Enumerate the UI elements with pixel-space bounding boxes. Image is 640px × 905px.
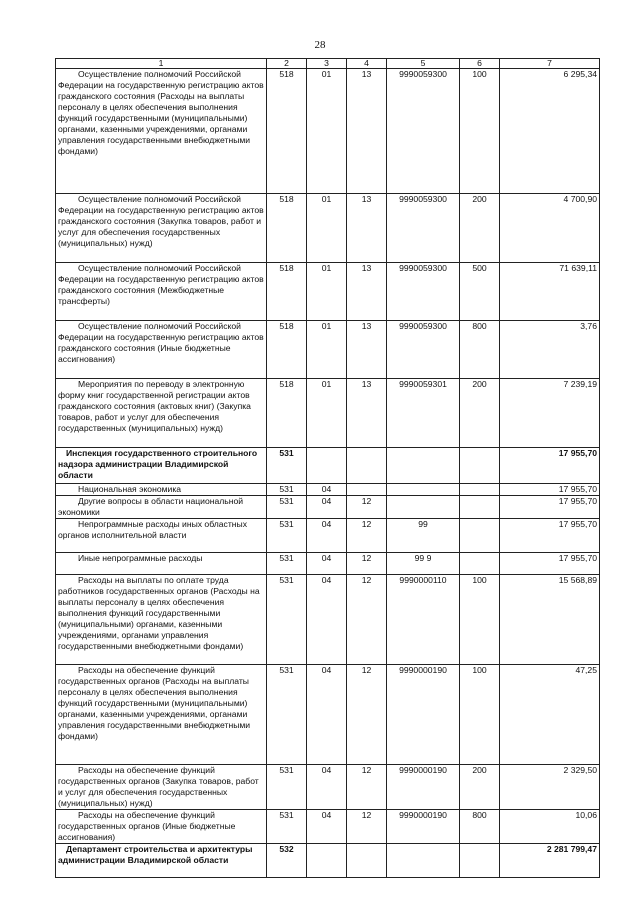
target-article-code: 9990000190 <box>387 665 460 765</box>
department-code: 531 <box>267 484 307 496</box>
target-article-code: 9990059301 <box>387 379 460 448</box>
section-code: 04 <box>307 496 347 519</box>
target-article-code: 9990059300 <box>387 263 460 321</box>
amount: 71 639,11 <box>500 263 600 321</box>
budget-item-name: Расходы на обеспечение функций государственных органов (Расходы на выплаты персоналу в целях обеспечения выполнения функций государственными (муниципальными) органами, казенными учреждениями, органами управления государственными внебюджетными фондами) <box>56 665 267 765</box>
amount: 4 700,90 <box>500 194 600 263</box>
budget-item-name: Расходы на выплаты по оплате труда работников государственных органов (Расходы на выплаты персоналу в целях обеспечения выполнения функций государственными (муниципальными) органами, казенными учреждениями, органами управления государственными внебюджетными фондами) <box>56 575 267 665</box>
expense-type-code: 800 <box>460 810 500 844</box>
column-number: 6 <box>460 59 500 69</box>
department-code: 531 <box>267 553 307 575</box>
department-code: 531 <box>267 496 307 519</box>
subsection-code: 13 <box>347 194 387 263</box>
table-row <box>56 379 600 448</box>
budget-item-name: Инспекция государственного строительного надзора администрации Владимирской области <box>56 448 267 484</box>
department-code: 531 <box>267 448 307 484</box>
section-code: 01 <box>307 194 347 263</box>
expense-type-code: 200 <box>460 765 500 810</box>
budget-item-name: Другие вопросы в области национальной экономики <box>56 496 267 519</box>
budget-item-name: Осуществление полномочий Российской Федерации на государственную регистрацию актов гражданского состояния (Межбюджетные трансферты) <box>56 263 267 321</box>
section-code: 01 <box>307 69 347 194</box>
amount: 2 329,50 <box>500 765 600 810</box>
expense-type-code: 100 <box>460 69 500 194</box>
expense-type-code <box>460 448 500 484</box>
target-article-code <box>387 484 460 496</box>
target-article-code: 99 9 <box>387 553 460 575</box>
target-article-code: 9990000190 <box>387 765 460 810</box>
subsection-code: 12 <box>347 665 387 765</box>
subsection-code: 12 <box>347 496 387 519</box>
table-row <box>56 194 600 263</box>
budget-item-name: Непрограммные расходы иных областных органов исполнительной власти <box>56 519 267 553</box>
amount: 17 955,70 <box>500 496 600 519</box>
section-code <box>307 844 347 878</box>
column-number: 2 <box>267 59 307 69</box>
section-code: 01 <box>307 263 347 321</box>
target-article-code: 99 <box>387 519 460 553</box>
department-code: 531 <box>267 810 307 844</box>
column-number: 7 <box>500 59 600 69</box>
amount: 17 955,70 <box>500 484 600 496</box>
table-row <box>56 519 600 553</box>
target-article-code: 9990059300 <box>387 194 460 263</box>
target-article-code: 9990000190 <box>387 810 460 844</box>
subsection-code <box>347 484 387 496</box>
amount: 47,25 <box>500 665 600 765</box>
subsection-code: 13 <box>347 263 387 321</box>
target-article-code <box>387 448 460 484</box>
amount: 17 955,70 <box>500 553 600 575</box>
expense-type-code <box>460 519 500 553</box>
expense-type-code <box>460 484 500 496</box>
table-row <box>56 553 600 575</box>
amount: 6 295,34 <box>500 69 600 194</box>
section-code: 04 <box>307 484 347 496</box>
expense-type-code: 100 <box>460 575 500 665</box>
target-article-code: 9990000110 <box>387 575 460 665</box>
department-code: 518 <box>267 321 307 379</box>
department-code: 532 <box>267 844 307 878</box>
section-code: 04 <box>307 575 347 665</box>
subsection-code: 12 <box>347 575 387 665</box>
table-row <box>56 496 600 519</box>
column-number-row <box>56 59 600 69</box>
table-row <box>56 810 600 844</box>
department-code: 518 <box>267 69 307 194</box>
table-row <box>56 321 600 379</box>
section-code: 04 <box>307 519 347 553</box>
expense-type-code <box>460 844 500 878</box>
budget-item-name: Осуществление полномочий Российской Федерации на государственную регистрацию актов гражданского состояния (Расходы на выплаты персоналу в целях обеспечения выполнения функций государственными (муниципальными) органами, казенными учреждениями, органами управления государственными внебюджетными фондами) <box>56 69 267 194</box>
subsection-code: 13 <box>347 69 387 194</box>
subsection-code: 13 <box>347 321 387 379</box>
subsection-code <box>347 448 387 484</box>
subsection-code: 12 <box>347 519 387 553</box>
department-code: 531 <box>267 575 307 665</box>
expense-type-code <box>460 553 500 575</box>
subsection-code: 12 <box>347 810 387 844</box>
expense-type-code: 200 <box>460 194 500 263</box>
subsection-code: 12 <box>347 553 387 575</box>
amount: 2 281 799,47 <box>500 844 600 878</box>
column-number: 3 <box>307 59 347 69</box>
table-row <box>56 765 600 810</box>
budget-item-name: Осуществление полномочий Российской Федерации на государственную регистрацию актов гражданского состояния (Закупка товаров, работ и услуг для обеспечения государственных (муниципальных) нужд) <box>56 194 267 263</box>
subsection-code: 12 <box>347 765 387 810</box>
section-code: 04 <box>307 810 347 844</box>
section-code <box>307 448 347 484</box>
table-row <box>56 263 600 321</box>
department-code: 518 <box>267 379 307 448</box>
column-number: 5 <box>387 59 460 69</box>
section-code: 04 <box>307 553 347 575</box>
subsection-code: 13 <box>347 379 387 448</box>
budget-item-name: Иные непрограммные расходы <box>56 553 267 575</box>
expense-type-code: 800 <box>460 321 500 379</box>
table-row <box>56 844 600 878</box>
budget-table <box>55 58 600 878</box>
department-code: 531 <box>267 665 307 765</box>
amount: 17 955,70 <box>500 519 600 553</box>
budget-item-name: Мероприятия по переводу в электронную форму книг государственной регистрации актов гражданского состояния (актовых книг) (Закупка товаров, работ и услуг для обеспечения государственных (муниципальных) нужд) <box>56 379 267 448</box>
amount: 17 955,70 <box>500 448 600 484</box>
target-article-code: 9990059300 <box>387 69 460 194</box>
section-code: 01 <box>307 321 347 379</box>
subsection-code <box>347 844 387 878</box>
target-article-code: 9990059300 <box>387 321 460 379</box>
amount: 15 568,89 <box>500 575 600 665</box>
department-code: 518 <box>267 194 307 263</box>
section-code: 01 <box>307 379 347 448</box>
column-number: 1 <box>56 59 267 69</box>
table-row <box>56 484 600 496</box>
amount: 7 239,19 <box>500 379 600 448</box>
department-code: 518 <box>267 263 307 321</box>
budget-item-name: Расходы на обеспечение функций государственных органов (Закупка товаров, работ и услуг для обеспечения государственных (муниципальных) нужд) <box>56 765 267 810</box>
budget-item-name: Департамент строительства и архитектуры администрации Владимирской области <box>56 844 267 878</box>
table-row <box>56 575 600 665</box>
budget-item-name: Осуществление полномочий Российской Федерации на государственную регистрацию актов гражданского состояния (Иные бюджетные ассигнования) <box>56 321 267 379</box>
section-code: 04 <box>307 665 347 765</box>
amount: 3,76 <box>500 321 600 379</box>
target-article-code <box>387 496 460 519</box>
page-number: 28 <box>314 39 326 51</box>
budget-item-name: Национальная экономика <box>56 484 267 496</box>
table-row <box>56 665 600 765</box>
section-code: 04 <box>307 765 347 810</box>
expense-type-code: 100 <box>460 665 500 765</box>
department-code: 531 <box>267 519 307 553</box>
target-article-code <box>387 844 460 878</box>
department-code: 531 <box>267 765 307 810</box>
column-number: 4 <box>347 59 387 69</box>
expense-type-code <box>460 496 500 519</box>
expense-type-code: 200 <box>460 379 500 448</box>
expense-type-code: 500 <box>460 263 500 321</box>
budget-item-name: Расходы на обеспечение функций государственных органов (Иные бюджетные ассигнования) <box>56 810 267 844</box>
table-row <box>56 69 600 194</box>
amount: 10,06 <box>500 810 600 844</box>
table-row <box>56 448 600 484</box>
